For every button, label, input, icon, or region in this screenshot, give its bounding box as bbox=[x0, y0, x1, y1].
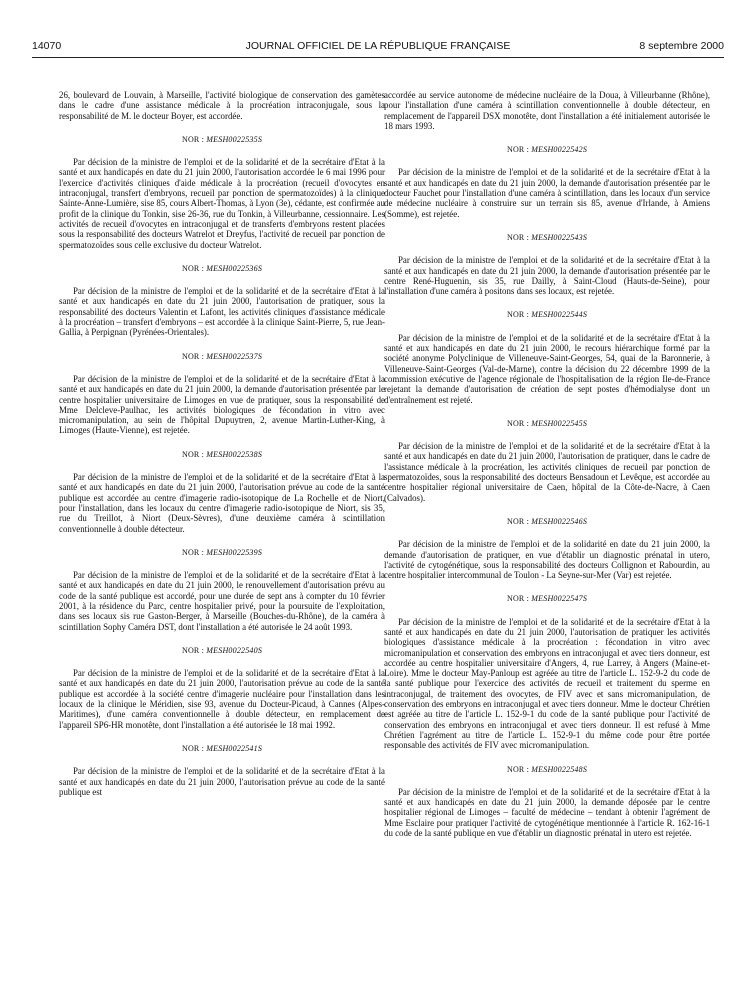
right-column bbox=[384, 90, 710, 838]
nor-reference bbox=[59, 744, 385, 754]
nor-code: MESH0022546S bbox=[531, 516, 588, 526]
nor-reference bbox=[384, 233, 710, 243]
decision-paragraph: Par décision de la ministre de l'emploi et de la solidarité et de la secrétaire d'Etat à la santé et aux handicapés en date du 21 juin 2000, l'autorisation de pratiquer, sous la responsabilité des docteurs Valentin et Lafont, les activités cliniques d'assistance médicale à la procréation – transfert d'embryons – est accordée à la clinique Saint-Pierre, 5, rue Jean-Gallia, à Perpignan (Pyrénées-Orientales). bbox=[59, 286, 385, 338]
nor-code: MESH0022535S bbox=[206, 134, 263, 144]
nor-label: NOR : bbox=[506, 516, 530, 526]
nor-reference bbox=[384, 419, 710, 429]
decision-paragraph: 26, boulevard de Louvain, à Marseille, l'activité biologique de conservation des gamètes dans le cadre d'une assistance médicale à la procréation intraconjugale, sous la responsabilité de M. le docteur Boyer, est accordée. bbox=[59, 90, 385, 121]
nor-label: NOR : bbox=[181, 263, 205, 273]
nor-label: NOR : bbox=[181, 134, 205, 144]
nor-label: NOR : bbox=[506, 232, 530, 242]
nor-reference bbox=[59, 548, 385, 558]
header-rule bbox=[32, 57, 724, 58]
decision-paragraph: Par décision de la ministre de l'emploi et de la solidarité et de la secrétaire d'Etat à la santé et aux handicapés en date du 21 juin 2000, la demande d'autorisation présentée par le centre hospitalier universitaire de Limoges en vue de pratiquer, sous la responsabilité de Mme Delcleve-Paulhac, les activités biologiques de fécondation in vitro avec micromanipulation, au sein de l'hôpital Dupuytren, 2, avenue Martin-Luther-King, à Limoges (Haute-Vienne), est rejetée. bbox=[59, 373, 385, 436]
nor-code: MESH0022543S bbox=[531, 232, 588, 242]
journal-title: JOURNAL OFFICIEL DE LA RÉPUBLIQUE FRANÇAISE bbox=[245, 40, 511, 52]
nor-code: MESH0022536S bbox=[206, 263, 263, 273]
nor-reference bbox=[59, 352, 385, 362]
decision-paragraph: Par décision de la ministre de l'emploi et de la solidarité et de la secrétaire d'Etat à la santé et aux handicapés en date du 21 juin 2000, le renouvellement d'autorisation prévu au code de la santé publique est accordé, pour une durée de sept ans à compter du 10 février 2001, à la résidence du Parc, centre hospitalier privé, pour la poursuite de l'exploitation, dans ses locaux sis rue Gaston-Berger, à Marseille (Bouches-du-Rhône), de la caméra à scintillation Sophy Caméra DST, dont l'installation a été autorisée le 24 août 1993. bbox=[59, 570, 385, 632]
nor-reference bbox=[384, 517, 710, 527]
decision-paragraph: Par décision de la ministre de l'emploi et de la solidarité et de la secrétaire d'Etat à la santé et aux handicapés en date du 21 juin 2000, l'autorisation prévue au code de la santé publique est bbox=[59, 766, 385, 797]
nor-reference bbox=[59, 646, 385, 656]
nor-label: NOR : bbox=[506, 594, 530, 604]
nor-code: MESH0022544S bbox=[531, 310, 588, 320]
nor-code: MESH0022537S bbox=[206, 351, 263, 361]
nor-reference bbox=[384, 310, 710, 320]
nor-reference bbox=[59, 135, 385, 145]
decision-paragraph: accordée au service autonome de médecine nucléaire de la Doua, à Villeurbanne (Rhône), pour l'installation d'une caméra à scintillation conventionnelle à double détecteur, en remplacement de l'appareil DSX monotête, dont l'installation a été initialement autorisée le 18 mars 1993. bbox=[384, 90, 710, 131]
nor-code: MESH0022539S bbox=[206, 547, 263, 557]
nor-reference bbox=[59, 450, 385, 460]
nor-label: NOR : bbox=[181, 743, 205, 753]
decision-paragraph: Par décision de la ministre de l'emploi et de la solidarité et de la secrétaire d'Etat à la santé et aux handicapés en date du 21 juin 2000, l'autorisation prévue au code de la santé publique est accordée au centre d'imagerie radio-isotopique de La Rochelle et de Niort, pour l'installation, dans les locaux du centre d'imagerie radio-isotopique de Niort, sis 35, rue du Treillot, à Niort (Deux-Sèvres), d'une deuxième caméra à scintillation conventionnelle à double détecteur. bbox=[59, 472, 385, 534]
nor-label: NOR : bbox=[506, 418, 530, 428]
publication-date: 8 septembre 2000 bbox=[639, 40, 724, 52]
decision-paragraph: Par décision de la ministre de l'emploi et de la solidarité et de la secrétaire d'Etat à la santé et aux handicapés en date du 21 juin 2000, la demande d'autorisation présentée par le docteur Fauchet pour l'installation d'une caméra à scintillation, dans les locaux d'un service de médecine nucléaire à construire sur un terrain sis 85, avenue d'Irlande, à Amiens (Somme), est rejetée. bbox=[384, 167, 710, 219]
nor-code: MESH0022542S bbox=[531, 145, 588, 155]
decision-paragraph: Par décision de la ministre de l'emploi et de la solidarité et de la secrétaire d'Etat à la santé et aux handicapés en date du 21 juin 2000, la demande déposée par le centre hospitalier régional de Limoges – faculté de médecine – tendant à obtenir l'agrément de Mme Esclaire pour pratiquer l'activité de cytogénétique mentionnée à l'article R. 162-16-1 du code de la santé publique en vue d'établir un diagnostic prénatal in utero est rejetée. bbox=[384, 786, 710, 839]
nor-code: MESH0022545S bbox=[531, 418, 588, 428]
nor-label: NOR : bbox=[506, 310, 530, 320]
decision-paragraph: Par décision de la ministre de l'emploi et de la solidarité et de la secrétaire d'Etat à la santé et aux handicapés en date du 21 juin 2000, l'autorisation prévue au code de la santé publique est accordée à la société centre d'imagerie nucléaire pour l'installation dans les locaux de la clinique le Méridien, sise 93, avenue du Docteur-Picaud, à Cannes (Alpes-Maritimes), d'une caméra conventionnelle à double détecteur, en remplacement de l'appareil SP6-HR monotête, dont l'installation a été autorisée le 18 mai 1992. bbox=[59, 668, 385, 730]
nor-code: MESH0022541S bbox=[206, 743, 263, 753]
decision-paragraph: Par décision de la ministre de l'emploi et de la solidarité et de la secrétaire d'Etat à la santé et aux handicapés en date du 21 juin 2000, l'autorisation de pratiquer les activités biologiques d'assistance médicale à la procréation : fécondation in vitro avec micromanipulation et conservation des embryons en intraconjugal et avec tiers donneur, est accordée au centre hospitalier universitaire d'Angers, 4, rue Larrey, à Angers (Maine-et-Loire). Mme le docteur May-Panloup est agréée au titre de l'article L. 152-9-2 du code de la santé publique pour l'exercice des activités de recueil et traitement du sperme en intraconjugal, de traitement des ovocytes, de FIV avec et sans micromanipulation, de conservation des embryons en intraconjugal et avec tiers donneur. Mme le docteur Chrétien est agréée au titre de l'article L. 152-9-1 du code de la santé publique pour l'activité de conservation des embryons en intraconjugal et avec tiers donneur. Il est refusé à Mme Chrétien l'agrément au titre de l'article L. 152-9-1 du même code pour être portée responsable des activités de FIV avec micromanipulation. bbox=[384, 616, 710, 751]
nor-label: NOR : bbox=[181, 547, 205, 557]
page-number: 14070 bbox=[32, 40, 62, 52]
nor-label: NOR : bbox=[181, 351, 205, 361]
nor-label: NOR : bbox=[506, 145, 530, 155]
nor-label: NOR : bbox=[506, 764, 530, 774]
nor-label: NOR : bbox=[181, 645, 205, 655]
decision-paragraph: Par décision de la ministre de l'emploi et de la solidarité et de la secrétaire d'Etat à la santé et aux handicapés en date du 21 juin 2000, la demande d'autorisation présentée par le centre René-Huguenin, sis 35, rue Dailly, à Saint-Cloud (Hauts-de-Seine), pour l'installation d'une caméra à positons dans ses locaux, est rejetée. bbox=[384, 255, 710, 297]
decision-paragraph: Par décision de la ministre de l'emploi et de la solidarité en date du 21 juin 2000, la demande d'autorisation de pratiquer, en vue d'établir un diagnostic prénatal in utero, l'activité de cytogénétique, sous la responsabilité des docteurs Collignon et Rabourdin, au centre hospitalier intercommunal de Toulon - La Seyne-sur-Mer (Var) est rejetée. bbox=[384, 539, 710, 581]
page-header bbox=[32, 40, 724, 56]
nor-reference bbox=[59, 264, 385, 274]
nor-code: MESH0022547S bbox=[531, 594, 588, 604]
decision-paragraph: Par décision de la ministre de l'emploi et de la solidarité et de la secrétaire d'Etat à la santé et aux handicapés en date du 21 juin 2000, le recours hiérarchique formé par la société anonyme Polyclinique de Villeneuve-Saint-Georges, 54, quai de la Baronnerie, à Villeneuve-Saint-Georges (Val-de-Marne), contre la décision du 22 décembre 1999 de la commission exécutive de l'agence régionale de l'hospitalisation de la région Ile-de-France rejetant la demande d'autorisation de création de sept postes d'hémodialyse dont un d'entraînement est rejeté. bbox=[384, 332, 710, 405]
decision-paragraph: Par décision de la ministre de l'emploi et de la solidarité et de la secrétaire d'Etat à la santé et aux handicapés en date du 21 juin 2000, l'autorisation accordée le 6 mai 1996 pour l'exercice d'activités cliniques d'aide médicale à la procréation (recueil d'ovocytes en intraconjugal, transfert d'embryons, recueil par ponction de spermatozoïdes) à la clinique Sainte-Anne-Lumière, sise 85, cours Albert-Thomas, à Lyon (3e), cédante, est confirmée au profit de la clinique du Tonkin, sise 26-36, rue du Tonkin, à Villeurbanne, cessionnaire. Les activités de recueil d'ovocytes en intraconjugal et de transferts d'embryons restent placées sous la responsabilité des docteurs Watrelot et Dreyfus, l'activité de recueil par ponction de spermatozoïdes sous celle exclusive du docteur Watrelot. bbox=[59, 157, 385, 250]
decision-paragraph: Par décision de la ministre de l'emploi et de la solidarité et de la secrétaire d'Etat à la santé et aux handicapés en date du 21 juin 2000, l'autorisation de pratiquer, dans le cadre de l'assistance médicale à la procréation, les activités cliniques de recueil par ponction de spermatozoïdes, sous la responsabilité des docteurs Bensadoun et Levêque, est accordée au centre hospitalier régional universitaire de Caen, hôpital de la Côte-de-Nacre, à Caen (Calvados). bbox=[384, 441, 710, 503]
nor-label: NOR : bbox=[181, 449, 205, 459]
nor-code: MESH0022540S bbox=[206, 645, 263, 655]
nor-reference bbox=[384, 145, 710, 155]
nor-reference bbox=[384, 765, 710, 775]
nor-code: MESH0022538S bbox=[206, 449, 263, 459]
left-column bbox=[59, 90, 385, 797]
nor-reference bbox=[384, 594, 710, 604]
nor-code: MESH0022548S bbox=[531, 764, 588, 774]
